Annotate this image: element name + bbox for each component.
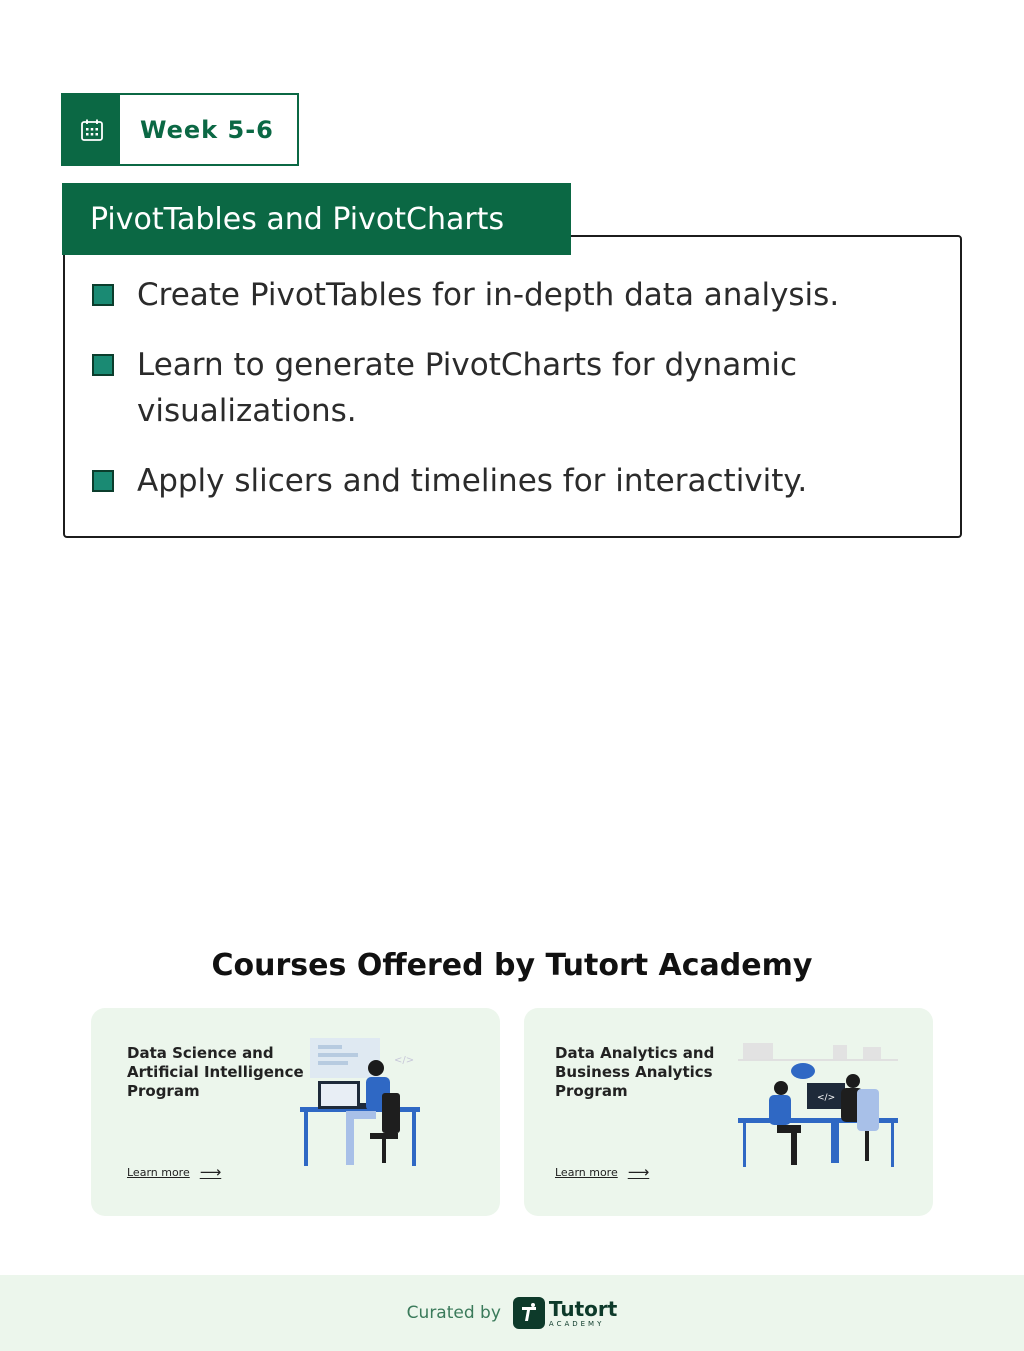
curated-by-label: Curated by (406, 1303, 501, 1323)
tutort-logo-icon (513, 1297, 545, 1329)
course-title: Data Science and Artificial Intelligence Program (127, 1044, 304, 1100)
list-item (92, 342, 932, 434)
learn-more-link[interactable]: Learn more ⟶ (127, 1163, 222, 1181)
week-label: Week 5-6 (140, 115, 274, 144)
bullet-list (92, 272, 932, 528)
team-at-desk-illustration (733, 1033, 903, 1173)
square-bullet-icon (92, 284, 114, 306)
bullet-text: Learn to generate PivotCharts for dynamic visualizations. (137, 347, 798, 429)
arrow-right-icon: ⟶ (627, 1163, 650, 1181)
brand-name: Tutort (548, 1296, 618, 1321)
bullet-text: Create PivotTables for in-depth data analysis. (137, 277, 840, 313)
svg-text:</>: </> (817, 1093, 836, 1103)
learn-more-link[interactable]: Learn more ⟶ (555, 1163, 650, 1181)
person-at-desk-illustration (290, 1033, 460, 1173)
square-bullet-icon (92, 470, 114, 492)
week-badge (61, 93, 299, 166)
brand-sub: ACADEMY (548, 1319, 605, 1328)
arrow-right-icon: ⟶ (199, 1163, 222, 1181)
bullet-text: Apply slicers and timelines for interactivity. (137, 463, 808, 499)
course-title: Data Analytics and Business Analytics Program (555, 1044, 715, 1100)
square-bullet-icon (92, 354, 114, 376)
footer (0, 1275, 1024, 1351)
list-item (92, 272, 932, 318)
course-card-data-analytics[interactable] (524, 1008, 933, 1216)
courses-heading: Courses Offered by Tutort Academy (211, 948, 813, 983)
tutort-logo[interactable] (513, 1297, 617, 1329)
section-title: PivotTables and PivotCharts (62, 183, 571, 255)
svg-text:</>: </> (394, 1055, 415, 1066)
course-card-data-science[interactable] (91, 1008, 500, 1216)
list-item (92, 458, 932, 504)
calendar-icon (63, 95, 120, 164)
